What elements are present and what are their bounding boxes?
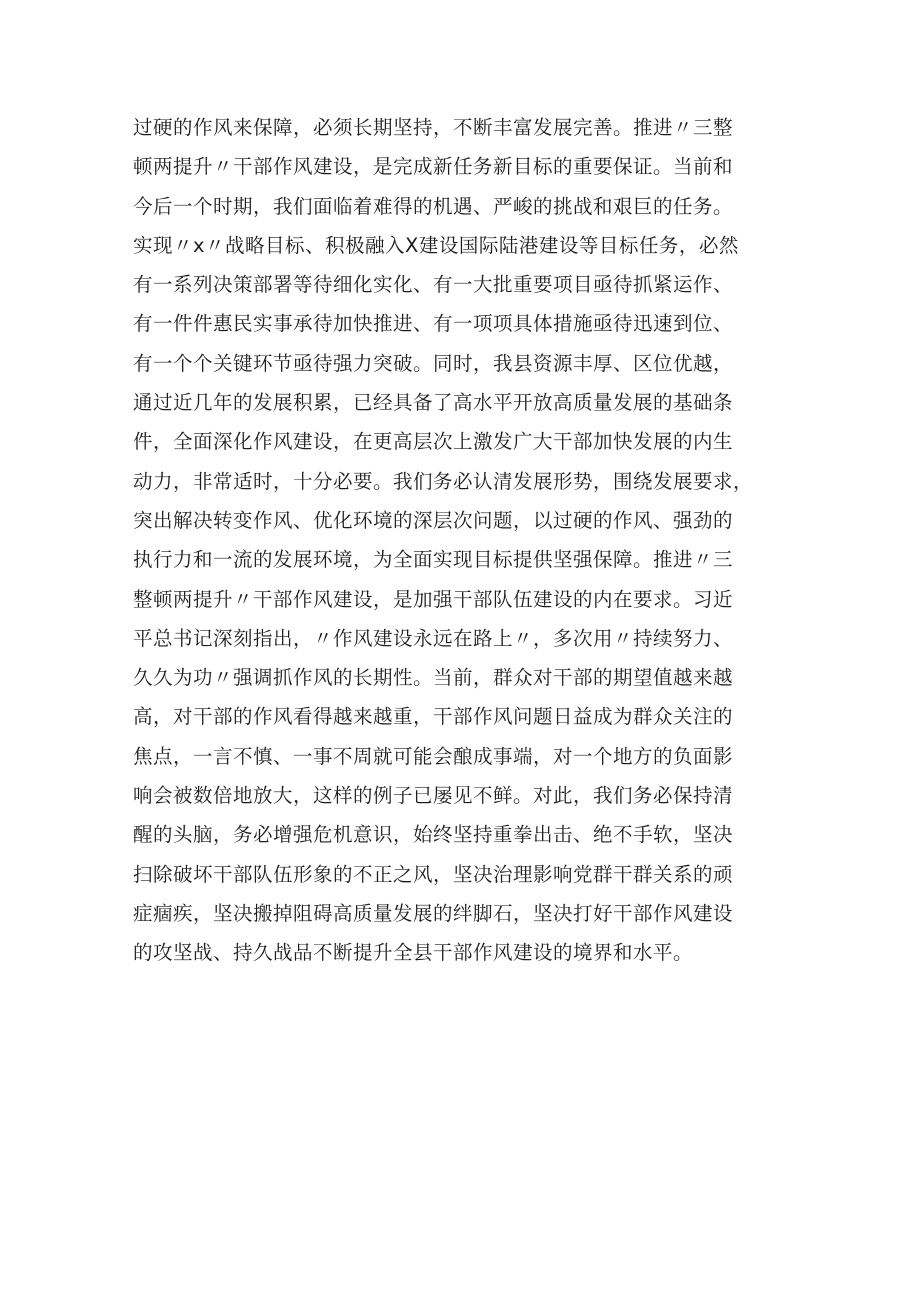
body-paragraph — [133, 108, 798, 973]
text-line: 实现〃x〃战略目标、积极融入X建设国际陆港建设等目标任务，必然 — [133, 233, 739, 257]
text-line: 久久为功〃强调抓作风的长期性。当前，群众对干部的期望值越来越 — [133, 666, 734, 690]
text-line: 平总书记深刻指出，〃作风建设永远在路上〃，多次用〃持续努力、 — [133, 626, 734, 650]
text-line: 响会被数倍地放大，这样的例子已屡见不鲜。对此，我们务必保持清 — [133, 784, 734, 808]
text-line: 的攻坚战、持久战品不断提升全县干部作风建设的境界和水平。 — [133, 941, 694, 965]
text-line: 整顿两提升〃干部作风建设，是加强干部队伍建设的内在要求。习近 — [133, 587, 734, 611]
text-line: 件，全面深化作风建设，在更高层次上激发广大干部加快发展的内生 — [133, 430, 734, 454]
text-line: 扫除破坏干部队伍形象的不正之风，坚决治理影响党群干群关系的顽 — [133, 862, 734, 886]
text-line: 顿两提升〃干部作风建设，是完成新任务新目标的重要保证。当前和 — [133, 155, 734, 179]
text-line: 通过近几年的发展积累，已经具备了高水平开放高质量发展的基础条 — [133, 391, 734, 415]
text-line: 高，对干部的作风看得越来越重，干部作风问题日益成为群众关注的 — [133, 705, 734, 729]
text-line: 动力，非常适时，十分必要。我们务必认清发展形势，围绕发展要求， — [133, 469, 754, 493]
text-line: 焦点，一言不慎、一事不周就可能会酿成事端，对一个地方的负面影 — [133, 744, 734, 768]
text-line: 突出解决转变作风、优化环境的深层次问题，以过硬的作风、强劲的 — [133, 508, 734, 532]
text-line: 今后一个时期，我们面临着难得的机遇、严峻的挑战和艰巨的任务。 — [133, 194, 734, 218]
text-line: 症痼疾，坚决搬掉阻碍高质量发展的绊脚石，坚决打好干部作风建设 — [133, 901, 734, 925]
text-line: 有一个个关键环节亟待强力突破。同时，我县资源丰厚、区位优越， — [133, 351, 734, 375]
text-line: 有一系列决策部署等待细化实化、有一大批重要项目亟待抓紧运作、 — [133, 273, 734, 297]
text-line: 有一件件惠民实事承待加快推进、有一项项具体措施亟待迅速到位、 — [133, 312, 734, 336]
text-line: 醒的头脑，务必增强危机意识，始终坚持重拳出击、绝不手软，坚决 — [133, 823, 734, 847]
text-line: 执行力和一流的发展环境，为全面实现目标提供坚强保障。推进〃三 — [133, 548, 734, 572]
text-line: 过硬的作风来保障，必须长期坚持，不断丰富发展完善。推进〃三整 — [133, 116, 734, 139]
